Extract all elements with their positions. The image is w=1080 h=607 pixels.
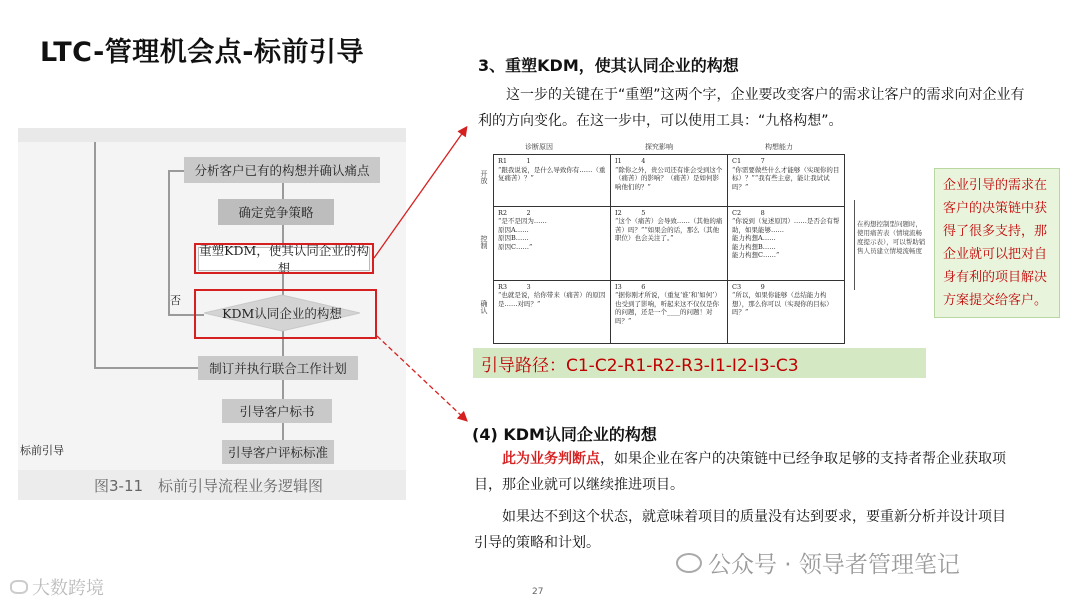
grid-cell-c3: C3 9 “所以，如果你能够（总结能力构想），那么你可以（实现你的目标）吗？” (728, 280, 845, 343)
grid-cell-r1: R1 1 “跟我说说，是什么导致你有……（重复痛苦）？” (494, 155, 611, 207)
flow-step-reshape: 重塑KDM，使其认同企业的构想 (199, 243, 369, 276)
section4-heading: (4) KDM认同企业的构想 (472, 425, 657, 444)
watermark-text: 公众号 · 领导者管理笔记 (708, 552, 960, 578)
grid-cell-c2: C2 8 “你说到（复述原因）……是否会有帮助，如果能够…… 能力构想A…… 能力构想B…… 能力构想C……” (728, 206, 845, 280)
grid-cell-r3: R3 3 “也就是说，给你带来（痛苦）的原因是……对吗？” (494, 280, 611, 343)
section3-paragraph: 这一步的关键在于“重塑”这两个字，企业要改变客户的需求让客户的需求向对企业有利的方向变化。在这一步中，可以使用工具：“九格构想”。 (478, 87, 1025, 129)
arrow-to-section4 (377, 336, 466, 420)
watermark-left-text: 大数跨境 (32, 578, 104, 599)
row-header-control: 控制 (480, 235, 488, 249)
row-header-confirm: 确认 (480, 300, 488, 314)
guide-path-bar: 引导路径：C1-C2-R1-R2-R3-I1-I2-I3-C3 (473, 348, 926, 378)
flow-step-joint-plan: 制订并执行联合工作计划 (198, 356, 358, 380)
grid-cell-i3: I3 6 “据你刚才所说，（重复‘谁’和‘如何’）也受到了影响，听起来这不仅仅是你的问题，还是一个____的问题！对吗？” (611, 280, 728, 343)
flow-step-strategy: 确定竞争策略 (218, 199, 334, 225)
arrow-to-section3 (374, 128, 466, 258)
watermark-left (10, 574, 104, 600)
figure-caption: 图3-11 标前引导流程业务逻辑图 (18, 470, 406, 500)
grid-cell-i2: I2 5 “这个（痛苦）会导致……（其他的痛苦）吗？”“如果会的话，那么（其他职位）也会关注了。” (611, 206, 728, 280)
wechat-icon (676, 553, 702, 573)
page-number: 27 (532, 587, 544, 597)
flow-step-guide-bid: 引导客户标书 (222, 399, 332, 423)
section4-paragraph1-text: ，如果企业在客户的决策链中已经争取足够的支持者帮企业获取项目，那企业就可以继续推进项目。 (474, 451, 1006, 493)
flow-step-guide-eval: 引导客户评标标准 (222, 440, 334, 464)
brand-logo-icon (10, 580, 28, 594)
business-decision-highlight: 此为业务判断点 (502, 451, 600, 467)
grid-cell-c1: C1 7 “你需要做些什么才能够（实现你的目标）？”“我有些主意，能让我试试吗？” (728, 155, 845, 207)
no-label: 否 (170, 294, 181, 307)
grid-cell-r2: R2 2 “是不是因为…… 原因A…… 原因B…… 原因C……” (494, 206, 611, 280)
watermark (676, 546, 960, 579)
grid-cell-i1: I1 4 “除你之外，贵公司还有谁会受到这个（痛苦）的影响？（痛苦）是如何影响他们的？” (611, 155, 728, 207)
col-header-impact: 探究影响 (645, 143, 673, 151)
callout-box: 企业引导的需求在客户的决策链中获得了很多支持，那企业就可以把对自身有利的项目解决方案提交给客户。 (934, 168, 1060, 318)
flowchart-side-label: 标前引导 (20, 444, 64, 457)
grid-side-note: 在构想控制型问题时，使用痛苦表（情境流畅度提示表），可以帮助销售人员建立情境流畅度 (857, 220, 926, 255)
col-header-capability: 构想能力 (765, 143, 793, 151)
flow-step-analyze: 分析客户已有的构想并确认痛点 (184, 157, 380, 183)
flow-step-kdm-agree: KDM认同企业的构想 (222, 306, 342, 321)
section3-heading: 3、重塑KDM，使其认同企业的构想 (478, 56, 739, 75)
col-header-diagnose: 诊断原因 (525, 143, 553, 151)
page-title: LTC-管理机会点-标前引导 (40, 37, 364, 68)
section4-paragraph2: 如果达不到这个状态，就意味着项目的质量没有达到要求，要重新分析并设计项目引导的策略和计划。 (474, 509, 1006, 551)
row-header-open: 开放 (480, 170, 488, 184)
